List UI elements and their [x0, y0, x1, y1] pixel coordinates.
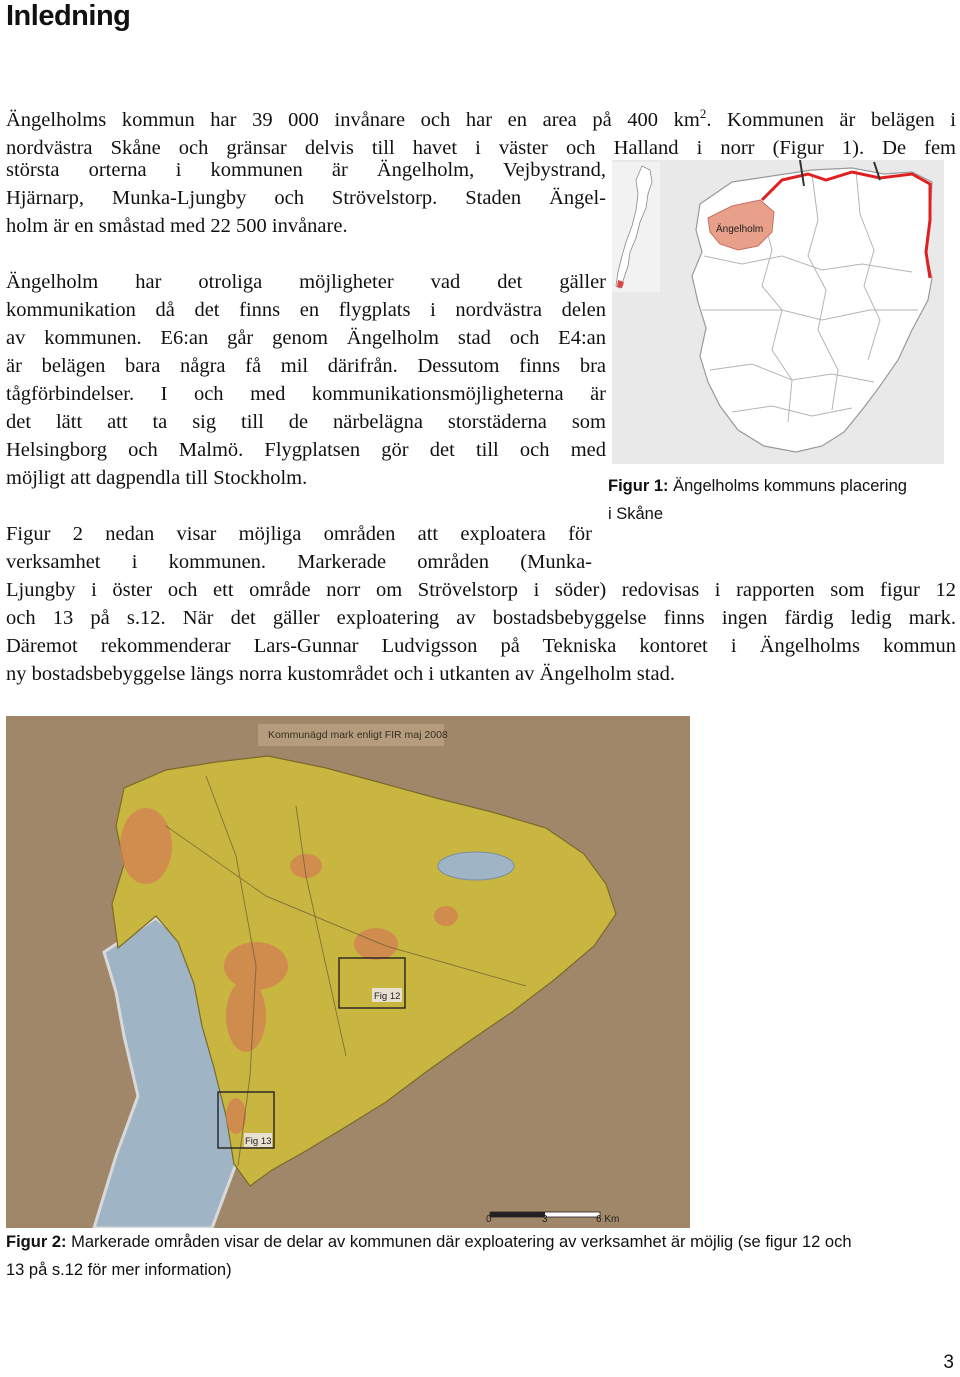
- para3-line: och 13 på s.12. När det gäller exploatering av bostadsbebyggelse finns ingen färdig ledig mark.: [6, 607, 956, 629]
- fig-13-label: Fig 13: [245, 1136, 272, 1147]
- scale-label-6: 6 Km: [596, 1214, 620, 1225]
- para3-line: Figur 2 nedan visar möjliga områden att exploatera för: [6, 523, 592, 545]
- figure-1-map: [612, 160, 944, 464]
- para3-line: Däremot rekommenderar Lars-Gunnar Ludvigsson på Tekniska kontoret i Ängelholms kommun: [6, 635, 956, 657]
- page-number: 3: [943, 1352, 954, 1373]
- figure-2-map: [6, 716, 690, 1228]
- fig-12-label: Fig 12: [374, 991, 401, 1002]
- intro-paragraph: [6, 100, 956, 162]
- para2-line: möjligt att dagpendla till Stockholm.: [6, 467, 308, 489]
- para2-line: tågförbindelser. I och med kommunikationsmöjligheterna är: [6, 383, 606, 405]
- exploitation-paragraph-wrap: [6, 520, 592, 576]
- para2-line: Helsingborg och Malmö. Flygplatsen gör det till och med: [6, 439, 606, 461]
- para2-line: är belägen bara några få mil därifrån. Dessutom finns bra: [6, 355, 606, 377]
- para2-line: Ängelholm har otroliga möjligheter vad det gäller: [6, 271, 606, 293]
- intro-paragraph-wrap: [6, 156, 606, 240]
- figure-2-map-title: Kommunägd mark enligt FIR maj 2008: [268, 729, 448, 741]
- scale-label-3: 3: [542, 1214, 548, 1225]
- intro-line-5: holm är en småstad med 22 500 invånare.: [6, 215, 348, 237]
- exploitation-paragraph: [6, 576, 956, 688]
- page-heading: Inledning: [6, 0, 131, 32]
- para2-line: det lätt att ta sig till de närbelägna storstäderna som: [6, 411, 606, 433]
- figure-2-caption: Figur 2: Markerade områden visar de delar av kommunen där exploatering av verksamhet är möjlig (se figur 12 och 13 på s.12 för mer information): [6, 1233, 852, 1279]
- para2-line: kommunikation då det finns en flygplats i nordvästra delen: [6, 299, 606, 321]
- scale-label-0: 0: [486, 1214, 492, 1225]
- intro-line-2: nordvästra Skåne och gränsar delvis till havet i väster och Halland i norr (Figur 1). De fem: [6, 136, 956, 159]
- para3-line: verksamhet i kommunen. Markerade områden (Munka-: [6, 551, 592, 573]
- para3-line: Ljungby i öster och ett område norr om Strövelstorp i söder) redovisas i rapporten som figur 12: [6, 579, 956, 601]
- sweden-inset-map: [612, 162, 660, 292]
- angelholm-map-label: Ängelholm: [716, 224, 764, 235]
- lake: [438, 852, 514, 880]
- para2-line: av kommunen. E6:an går genom Ängelholm stad och E4:an: [6, 327, 606, 349]
- intro-line-4: Hjärnarp, Munka-Ljungby och Strövelstorp. Staden Ängel-: [6, 187, 606, 209]
- communication-paragraph: [6, 268, 606, 492]
- intro-line-1: Ängelholms kommun har 39 000 invånare och har en area på 400 $km^2$. Kommunen är belägen i: [6, 106, 956, 131]
- figure-1-caption: Figur 1: Ängelholms kommuns placering i Skåne: [608, 477, 907, 523]
- para3-line: ny bostadsbebyggelse längs norra kustområdet och i utkanten av Ängelholm stad.: [6, 663, 675, 685]
- intro-line-3: största orterna i kommunen är Ängelholm, Vejbystrand,: [6, 159, 606, 181]
